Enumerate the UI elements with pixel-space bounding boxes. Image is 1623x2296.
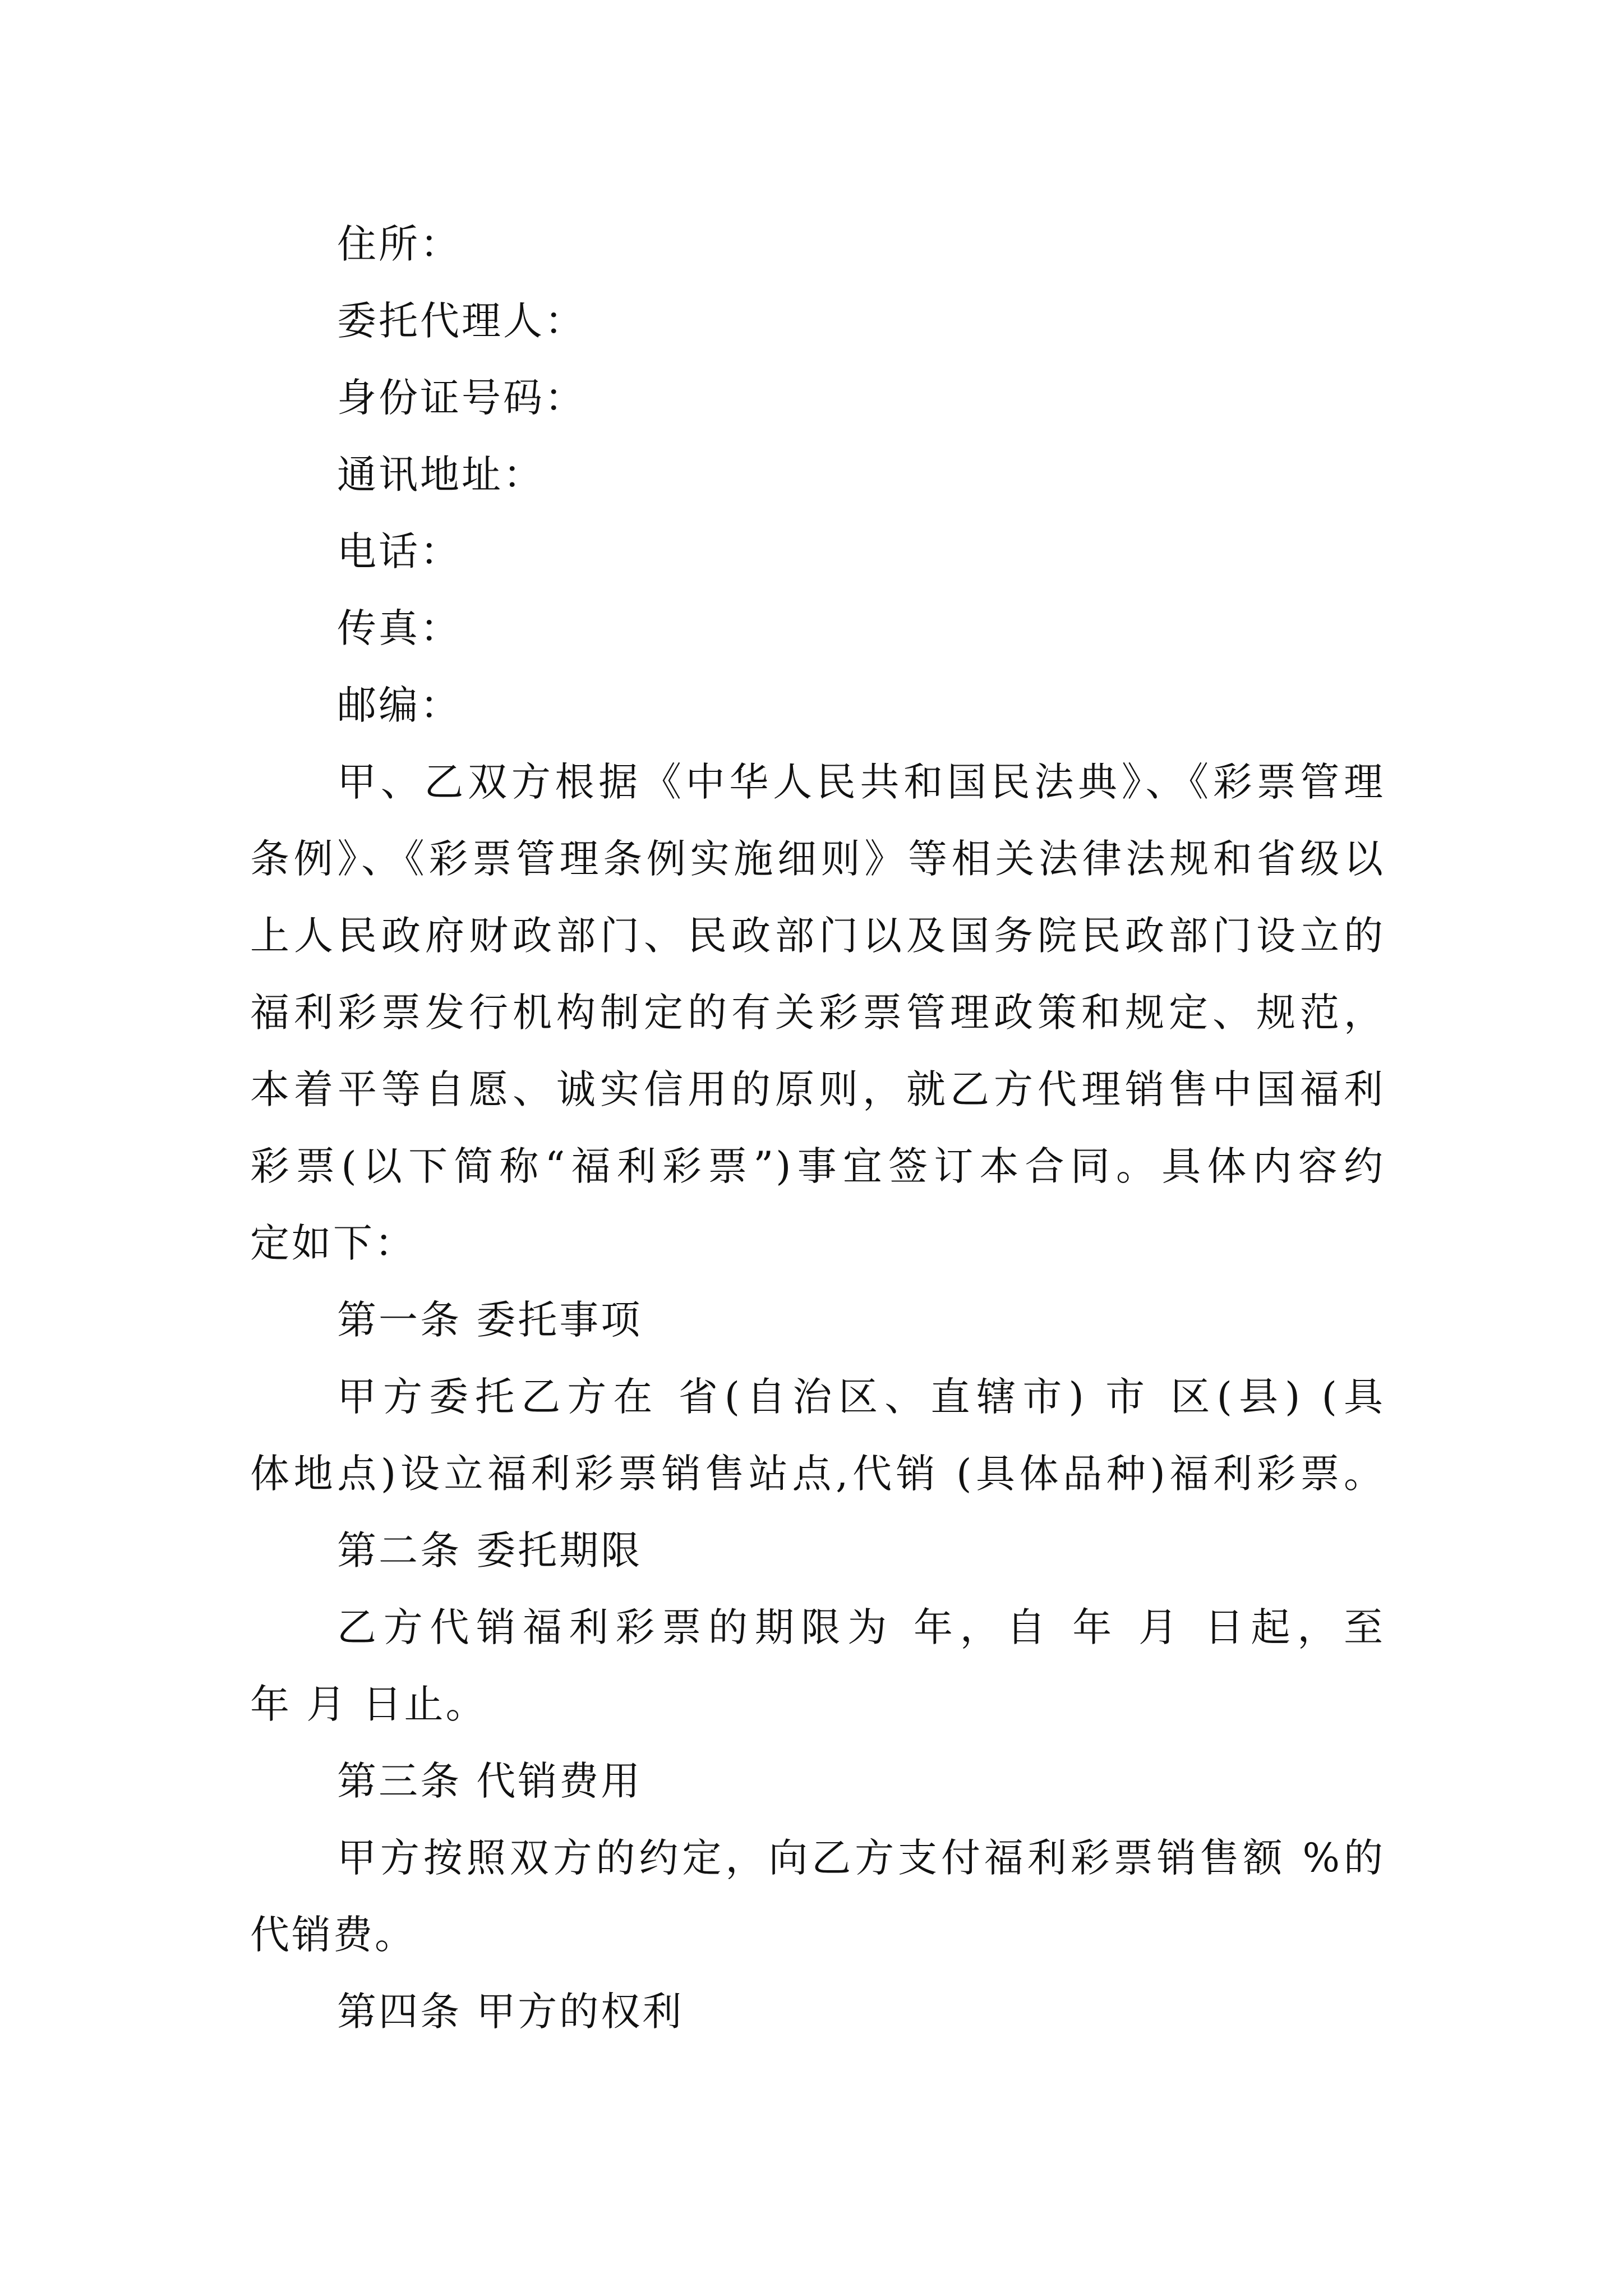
intro-line-3: 上人民政府财政部门、民政部门以及国务院民政部门设立的 [250,913,1385,959]
article-2-title: 第二条 委托期限 [337,1527,643,1573]
article-3-line-2: 代销费。 [250,1912,416,1958]
field-id-number: 身份证号码： [337,375,586,421]
field-fax: 传真： [337,605,462,651]
field-address: 住所： [337,221,462,267]
article-1-title: 第一条 委托事项 [337,1297,643,1343]
intro-line-6: 彩票(以下简称“福利彩票”)事宜签订本合同。具体内容约 [250,1143,1385,1189]
field-mailing-address: 通讯地址： [337,452,545,498]
field-phone: 电话： [337,528,462,574]
intro-line-2: 条例》、《彩票管理条例实施细则》等相关法律法规和省级以 [250,836,1385,882]
field-postcode: 邮编： [337,682,462,728]
article-2-line-2: 年 月 日止。 [250,1681,487,1727]
intro-line-4: 福利彩票发行机构制定的有关彩票管理政策和规定、规范， [250,990,1385,1036]
article-3-line-1: 甲方按照双方的约定，向乙方支付福利彩票销售额 %的 [337,1835,1385,1881]
intro-line-1: 甲、乙双方根据《中华人民共和国民法典》、《彩票管理 [337,759,1385,805]
intro-line-7: 定如下： [250,1220,416,1266]
article-1-line-2: 体地点)设立福利彩票销售站点,代销 (具体品种)福利彩票。 [250,1451,1385,1497]
article-4-title: 第四条 甲方的权利 [337,1989,684,2035]
article-1-line-1: 甲方委托乙方在 省(自治区、直辖市) 市 区(县) (具 [337,1374,1385,1420]
intro-line-5: 本着平等自愿、诚实信用的原则，就乙方代理销售中国福利 [250,1066,1385,1112]
article-3-title: 第三条 代销费用 [337,1758,643,1804]
field-agent: 委托代理人： [337,298,586,344]
article-2-line-1: 乙方代销福利彩票的期限为 年，自 年 月 日起，至 [337,1604,1385,1650]
